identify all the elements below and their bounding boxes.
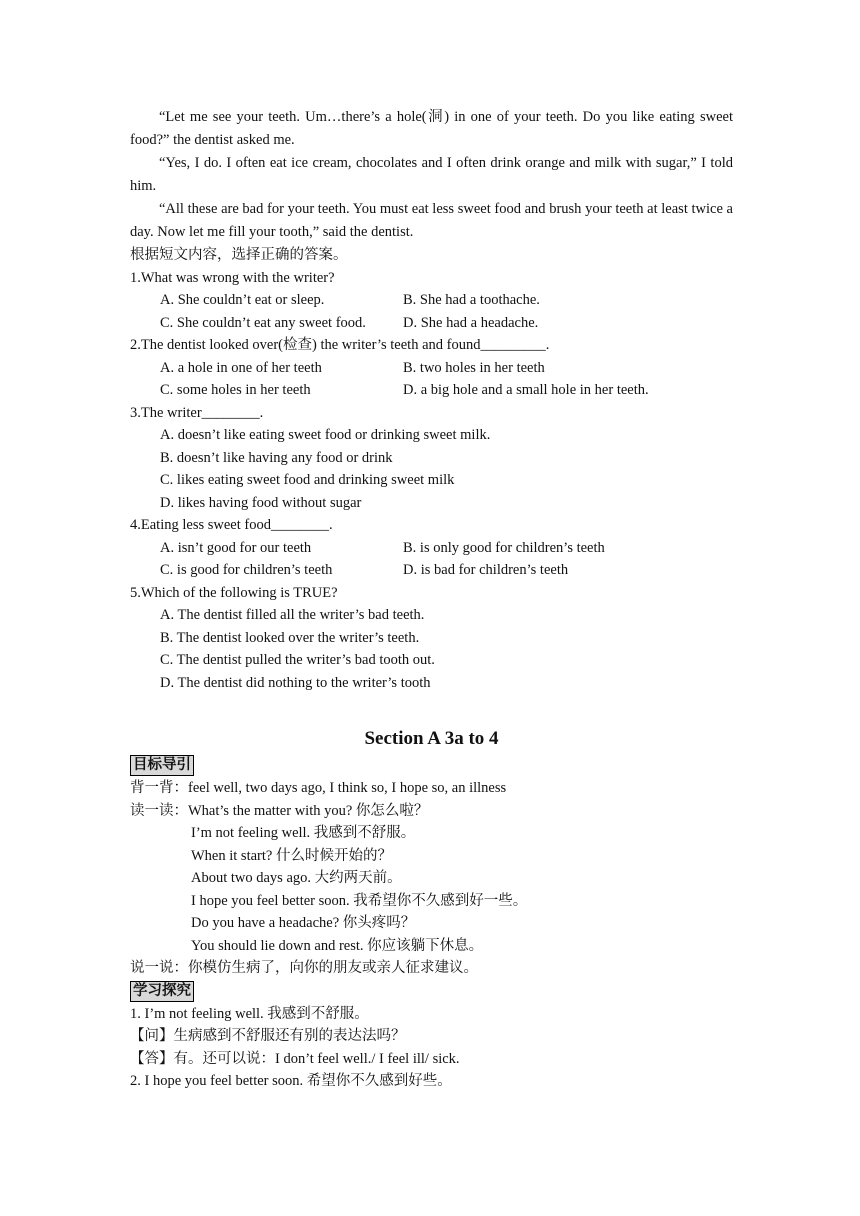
option-d: D. likes having food without sugar [160,494,362,511]
document-content [130,106,733,1093]
question-4-options-row-2 [130,559,733,582]
read-sentence: Do you have a headache? 你头疼吗？ [191,915,416,931]
question-5-stem: 5.Which of the following is TRUE? [130,584,338,601]
speak-line: 说一说：你模仿生病了，向你的朋友或亲人征求建议。 [130,960,478,976]
option-a: A. isn’t good for our teeth [160,539,312,556]
explore-line: 2. I hope you feel better soon. 希望你不久感到好些。 [130,1073,452,1089]
read-sentence: About two days ago. 大约两天前。 [191,870,402,886]
passage-paragraph-1: “Let me see your teeth. Um…there’s a hole(洞) in one of your teeth. Do you like eating sweet food?” the dentist asked me. [130,109,733,148]
option-c: C. She couldn’t eat any sweet food. [160,314,366,331]
passage-paragraph-2: “Yes, I do. I often eat ice cream, chocolates and I often drink orange and milk with sugar,” I told him. [130,155,733,194]
option-d: D. The dentist did nothing to the writer’s tooth [160,674,431,691]
read-sentence: I’m not feeling well. 我感到不舒服。 [191,825,416,841]
option-a: A. doesn’t like eating sweet food or drinking sweet milk. [160,427,491,443]
recite-line: 背一背：feel well, two days ago, I think so, I hope so, an illness [130,780,507,796]
explore-line: 【答】有。还可以说：I don’t feel well./ I feel ill/ sick. [130,1050,460,1067]
goals-label-row [130,754,733,777]
option-b: B. doesn’t like having any food or drink [160,449,393,466]
option-d: D. a big hole and a small hole in her teeth. [403,382,649,398]
question-4-stem: 4.Eating less sweet food________. [130,517,333,533]
question-1-stem: 1.What was wrong with the writer? [130,269,335,286]
question-2-options-row-2 [130,379,733,402]
question-1-options-row-2 [130,312,733,335]
explore-label-row [130,980,733,1003]
section-title: Section A 3a to 4 [364,728,499,749]
option-a: A. a hole in one of her teeth [160,359,322,376]
read-sentence: What’s the matter with you? 你怎么啦？ [188,802,429,819]
option-c: C. some holes in her teeth [160,382,311,398]
question-2-stem: 2.The dentist looked over(检查) the writer’s teeth and found_________. [130,337,550,353]
question-1-options-row-1 [130,289,733,312]
passage-paragraph-3: “All these are bad for your teeth. You must eat less sweet food and brush your teeth at least twice a day. Now let me fill your tooth,” said the dentist. [130,201,733,240]
option-b: B. She had a toothache. [403,292,540,308]
instruction: 根据短文内容，选择正确的答案。 [130,247,348,263]
explore-line: 【问】生病感到不舒服还有别的表达法吗？ [130,1028,406,1044]
explore-line: 1. I’m not feeling well. 我感到不舒服。 [130,1005,369,1022]
read-sentence: When it start? 什么时候开始的？ [191,847,392,864]
read-sentence: I hope you feel better soon. 我希望你不久感到好一些。 [191,892,528,909]
goals-label: 目标导引 [130,755,194,776]
option-b: B. The dentist looked over the writer’s teeth. [160,629,420,646]
option-b: B. two holes in her teeth [403,359,545,376]
option-d: D. She had a headache. [403,314,539,331]
option-c: C. The dentist pulled the writer’s bad tooth out. [160,652,435,668]
option-d: D. is bad for children’s teeth [403,562,569,578]
question-2-options-row-1 [130,357,733,380]
option-c: C. likes eating sweet food and drinking sweet milk [160,472,455,488]
option-b: B. is only good for children’s teeth [403,539,605,556]
option-a: A. The dentist filled all the writer’s bad teeth. [160,607,425,623]
option-c: C. is good for children’s teeth [160,562,333,578]
read-line-1 [130,800,733,823]
explore-label: 学习探究 [130,981,194,1002]
option-a: A. She couldn’t eat or sleep. [160,292,325,308]
question-3-stem: 3.The writer________. [130,404,264,421]
question-4-options-row-1 [130,537,733,560]
read-label: 读一读： [130,802,188,819]
read-sentence: You should lie down and rest. 你应该躺下休息。 [191,937,484,954]
